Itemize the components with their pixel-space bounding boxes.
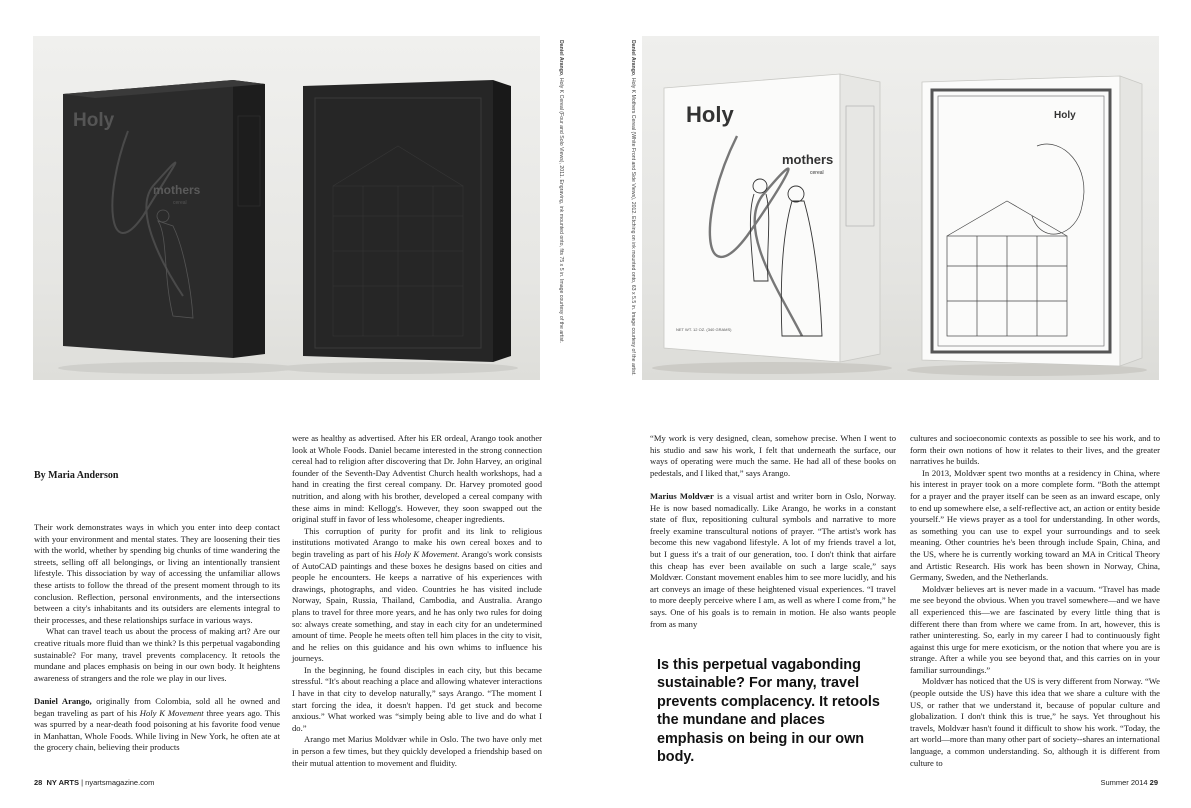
box3-holy: Holy	[686, 102, 734, 127]
article-column-1	[34, 522, 280, 754]
box1-cereal: cereal	[173, 200, 187, 206]
paragraph: “My work is very designed, clean, somehow precise. When I went to his studio and saw his work, I felt that underneath the surface, our ways of operating were much the same. He had all of these books on pedestals, and I liked that,” says Arango.	[650, 433, 896, 478]
paragraph: Marius Moldvær is a visual artist and writer born in Oslo, Norway. He is now based nomadically. Like Arango, he works in a constant state of flux, repositioning cultural symbols and narrative to more freely examine transcultural notions of prayer. “The artist's work has become this new vagabond lifestyle. A lot of my friends travel a lot, but I guess it's a trait of our generation, too. I don't think that airfare this cheap has ever been available on such a large scale,” says Moldvær. Constant movement enables him to see more lucidly, and his art conveys an image of these heightened visual experiences. “I travel to more deeply perceive where I am, as well as where I come from,” he says. One of his goals is to remain in motion. He also wants people from as many	[650, 490, 897, 629]
article-column-4	[910, 433, 1160, 769]
photo-dark-cereal-boxes	[33, 36, 540, 380]
box3-net-weight: NET WT. 12 OZ. (340 GRAMS)	[676, 327, 732, 332]
paragraph: In 2013, Moldvær spent two months at a residency in China, where his interest in prayer took on a more complete form. “Both the attempt for a prayer and the prayer itself can be seen as an inward escape, only to end up somewhere else, a self-reflective act, an action or entity beside yourself.” He views prayer as a tool for understanding. In other words, as something you can use to expel your surroundings and to seek meaning. Other countries he's been through include Spain, China, and the US, where he is currently working toward an MA in Critical Theory and Artistic Research. His work has been shown in Norway, China, Germany, Sweden, and the Netherlands.	[910, 467, 1160, 583]
pull-quote: Is this perpetual vagabonding sustainable? For many, travel prevents complacency. It retools the mundane and places emphasis on being in our own body.	[657, 657, 880, 766]
box3-mothers: mothers	[782, 152, 834, 167]
box3-cereal: cereal	[810, 170, 824, 176]
article-column-3	[650, 433, 896, 630]
paragraph: Moldvær has noticed that the US is very different from Norway. “We (people outside the US) have this idea that we share a culture with the US, or rather that we understand it, because of popular culture and globalization. I don't think this is true,” he says. Yet throughout his travels, Moldvær hasn't found it difficult to show his work. “Today, the art world—more than many other part of society--shares an international language, a common understanding. So, although it is different from culture to	[910, 676, 1160, 768]
box1-mothers: mothers	[153, 183, 201, 197]
white-boxes-illustration	[642, 36, 1159, 380]
box1-holy: Holy	[73, 110, 115, 131]
paragraph: Their work demonstrates ways in which you enter into deep contact with your environment and mental states. They are loosening their ties with the world, whether by spending big chunks of time wandering the streets, selling off all belongings, or living an intentionally transient lifestyle. This dissociation by way of accessing the unfamiliar allows these artists to follow the thread of the present moment through to its conclusion. Reflection, personal environments, and the intersections between a city's inhabitants and its outsiders are elements integral to their processes, and these relationships surface in various ways.	[34, 522, 280, 625]
footer-left: 28 NY ARTS | nyartsmagazine.com	[34, 778, 155, 787]
footer-right: Summer 2014 29	[1100, 778, 1158, 787]
dark-boxes-illustration	[33, 36, 540, 380]
paragraph: were as healthy as advertised. After his ER ordeal, Arango took another look at Whole Foods. Daniel became interested in the strong connection cereal had to religion after discovering that Dr. John Harvey, an original founder of the Seventh-Day Adventist Church health workshops, had a hand in creating the first cereal company. Dr. Harvey promoted good nutrition, and along with his brother, developed a cereal company with these aims in mind: Kellogg's. However, they soon swapped out the original stuff in favor of less wholesome, cheaper ingredients.	[292, 433, 542, 525]
photo-white-cereal-boxes	[642, 36, 1159, 380]
photo-credit-right: Daniel Arango, Holy K Mothers Cereal (White Front and Side Views), 2012. Etching on ink mounted onto, 63 x 5.5 in. Image courtesy of the artist.	[630, 40, 636, 376]
paragraph: This corruption of purity for profit and its link to religious institutions motivated Arango to make his own cereal boxes and to begin traveling as part of his Holy K Movement. Arango's work consists of AutoCAD paintings and these boxes he designs based on cities and people he encounters. He keeps a narrative of his experiences with drawings, photographs, and video. Countries he has visited include Norway, Spain, Russia, Thailand, Cambodia, and Australia. Arango plans to travel for three more years, and he has only two rules for doing so: always create something, and stay in each city for an undetermined amount of time. People he meets often tell him places in the city to visit, and he relies on this guidance and his own whims to influence his journeys.	[292, 525, 543, 664]
photo-credit-left: Daniel Arango, Holy K Cereal (Four and Solo Views), 2011. Engraving, ink mounted onto, fits 75 x 5 in. Image courtesy of the artist.	[558, 40, 564, 343]
paragraph: Arango met Marius Moldvær while in Oslo. The two have only met in person a few times, but they quickly developed a friendship based on their mutual attention to movement and fluidity.	[292, 734, 542, 768]
paragraph: What can travel teach us about the process of making art? Are our creative rituals more fluid than we think? Is this perpetual vagabonding sustainable? For many, travel prevents complacency. It retools the mundane and places emphasis on being in our own body. It heightens awareness of strangers and the role we play in our lives.	[34, 626, 280, 683]
byline: By Maria Anderson	[34, 470, 119, 481]
paragraph: Moldvær believes art is never made in a vacuum. “Travel has made me see beyond the obvious. When you travel somewhere—and we have all experienced this—we are fascinated by every little thing that is different there than from where we came from. In art, however, this is rather uninteresting. So, early in my career I had to continuously fight against this urge for mere exoticism, or the notion that where you are is strange. After a while you see beyond that, and this carries on in your familiar surroundings.”	[910, 583, 1160, 675]
paragraph: In the beginning, he found disciples in each city, but this became stressful. “It's about reaching a place and allowing whatever interactions I have in that city to develop naturally,” says Arango. “The moment I start forcing the idea, it doesn't happen. I'd get stuck and become anxious.” What worked was “simply being able to live and do what I do.”	[292, 664, 542, 733]
article-column-2	[292, 433, 542, 769]
paragraph: cultures and socioeconomic contexts as possible to see his work, and to form their own notions of how it relates to their lives, and the greater narratives he builds.	[910, 433, 1160, 467]
paragraph: Daniel Arango, originally from Colombia, sold all he owned and began traveling as part of his Holy K Movement three years ago. This was spurred by a near-death food poisoning at his favorite food venue in Manhattan, Whole Foods. While living in New York, he often ate at the grocery chain, believing their products	[34, 695, 280, 753]
box4-holy: Holy	[1054, 110, 1076, 121]
